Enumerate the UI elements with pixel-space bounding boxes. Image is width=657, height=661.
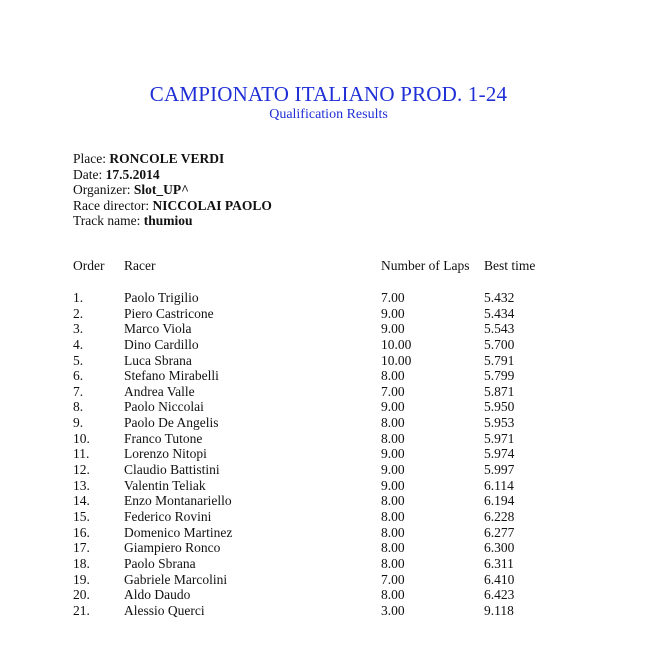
cell-order: 8. (73, 399, 84, 415)
cell-best-time: 9.118 (484, 602, 514, 618)
cell-order: 9. (73, 415, 84, 431)
cell-best-time: 6.114 (484, 477, 514, 493)
page-title: CAMPIONATO ITALIANO PROD. 1-24 (149, 82, 508, 106)
cell-best-time: 6.194 (484, 493, 515, 509)
table-row (73, 384, 593, 400)
cell-best-time: 5.700 (484, 336, 515, 352)
cell-best-time: 5.974 (484, 446, 515, 462)
info-value: NICCOLAI PAOLO (152, 197, 272, 213)
cell-racer: Paolo Trigilio (124, 290, 199, 305)
cell-racer: Gabriele Marcolini (124, 571, 228, 587)
cell-laps: 9.00 (381, 305, 405, 321)
cell-racer: Dino Cardillo (124, 336, 199, 352)
info-label: Race director: (73, 197, 150, 213)
cell-laps: 8.00 (381, 540, 405, 556)
cell-order: 20. (73, 587, 90, 603)
cell-order: 10. (73, 430, 90, 446)
info-place (73, 151, 272, 167)
table-row (73, 446, 593, 462)
info-label: Track name: (73, 213, 141, 229)
cell-racer: Andrea Valle (124, 383, 195, 399)
table-row (73, 337, 593, 353)
cell-order: 5. (73, 352, 84, 368)
cell-order: 13. (73, 477, 90, 493)
cell-best-time: 6.300 (484, 540, 515, 556)
cell-laps: 8.00 (381, 368, 405, 384)
cell-racer: Domenico Martinez (124, 524, 233, 540)
cell-racer: Stefano Mirabelli (124, 368, 219, 384)
cell-best-time: 6.423 (484, 587, 515, 603)
cell-laps: 9.00 (381, 321, 405, 337)
cell-laps: 7.00 (381, 571, 405, 587)
table-row (73, 368, 593, 384)
table-row (73, 540, 593, 556)
cell-racer: Paolo Niccolai (124, 399, 204, 415)
table-row (73, 556, 593, 572)
cell-laps: 7.00 (381, 290, 405, 305)
info-value: Slot_UP^ (133, 182, 189, 198)
cell-order: 15. (73, 508, 90, 524)
cell-order: 21. (73, 602, 90, 618)
cell-racer: Piero Castricone (124, 305, 214, 321)
cell-laps: 8.00 (381, 430, 405, 446)
cell-best-time: 5.432 (484, 290, 515, 305)
table-row (73, 306, 593, 322)
cell-best-time: 5.953 (484, 415, 515, 431)
info-label: Place: (73, 151, 106, 166)
cell-racer: Enzo Montanariello (124, 493, 232, 509)
cell-laps: 9.00 (381, 446, 405, 462)
cell-racer: Claudio Battistini (124, 462, 220, 478)
cell-racer: Lorenzo Nitopi (124, 446, 207, 462)
cell-laps: 10.00 (381, 336, 412, 352)
info-value: 17.5.2014 (105, 166, 160, 182)
cell-laps: 9.00 (381, 477, 405, 493)
cell-best-time: 5.434 (484, 305, 515, 321)
cell-best-time: 5.799 (484, 368, 515, 384)
info-track-name (73, 213, 272, 229)
column-header-best-time: Best time (484, 258, 536, 273)
cell-laps: 8.00 (381, 587, 405, 603)
cell-order: 12. (73, 462, 90, 478)
cell-racer: Valentin Teliak (124, 477, 206, 493)
cell-best-time: 6.277 (484, 524, 515, 540)
info-organizer (73, 182, 272, 198)
table-row (73, 572, 593, 588)
cell-order: 16. (73, 524, 90, 540)
cell-order: 3. (73, 321, 84, 337)
cell-laps: 8.00 (381, 493, 405, 509)
results-table (73, 258, 593, 618)
cell-racer: Paolo De Angelis (124, 415, 219, 431)
table-row (73, 587, 593, 603)
info-value: thumiou (143, 213, 193, 229)
info-label: Date: (73, 166, 103, 182)
table-row (73, 509, 593, 525)
cell-best-time: 5.871 (484, 383, 515, 399)
table-row (73, 603, 593, 619)
cell-laps: 9.00 (381, 462, 405, 478)
cell-racer: Paolo Sbrana (124, 555, 196, 571)
table-row (73, 493, 593, 509)
cell-best-time: 5.971 (484, 430, 515, 446)
table-row (73, 399, 593, 415)
cell-laps: 8.00 (381, 555, 405, 571)
cell-laps: 7.00 (381, 383, 405, 399)
table-row (73, 525, 593, 541)
cell-racer: Alessio Querci (124, 602, 205, 618)
cell-racer: Franco Tutone (124, 430, 203, 446)
cell-best-time: 5.791 (484, 352, 515, 368)
cell-best-time: 6.410 (484, 571, 515, 587)
table-header (73, 258, 593, 274)
cell-best-time: 5.950 (484, 399, 515, 415)
page-subtitle: Qualification Results (269, 107, 388, 122)
table-row (73, 321, 593, 337)
table-row (73, 415, 593, 431)
table-row (73, 478, 593, 494)
cell-order: 1. (73, 290, 84, 305)
table-row (73, 290, 593, 306)
info-label: Organizer: (73, 182, 131, 198)
race-info (73, 151, 272, 229)
info-date (73, 167, 272, 183)
column-header-racer: Racer (124, 258, 156, 273)
column-header-laps: Number of Laps (381, 258, 470, 273)
cell-laps: 8.00 (381, 415, 405, 431)
cell-laps: 10.00 (381, 352, 412, 368)
cell-laps: 8.00 (381, 524, 405, 540)
cell-racer: Luca Sbrana (124, 352, 192, 368)
table-body (73, 290, 593, 618)
column-header-order: Order (73, 258, 105, 273)
table-row (73, 462, 593, 478)
cell-best-time: 6.228 (484, 508, 515, 524)
cell-laps: 8.00 (381, 508, 405, 524)
cell-racer: Giampiero Ronco (124, 540, 221, 556)
cell-racer: Federico Rovini (124, 508, 212, 524)
cell-best-time: 6.311 (484, 555, 514, 571)
cell-order: 19. (73, 571, 90, 587)
cell-order: 14. (73, 493, 90, 509)
cell-order: 2. (73, 305, 84, 321)
info-race-director (73, 198, 272, 214)
cell-order: 18. (73, 555, 90, 571)
cell-laps: 3.00 (381, 602, 405, 618)
cell-best-time: 5.543 (484, 321, 515, 337)
cell-laps: 9.00 (381, 399, 405, 415)
cell-racer: Marco Viola (124, 321, 192, 337)
cell-order: 7. (73, 383, 84, 399)
cell-order: 4. (73, 336, 84, 352)
cell-best-time: 5.997 (484, 462, 515, 478)
cell-order: 17. (73, 540, 90, 556)
cell-order: 11. (73, 446, 90, 462)
cell-racer: Aldo Daudo (124, 587, 191, 603)
info-value: RONCOLE VERDI (109, 151, 225, 166)
table-row (73, 431, 593, 447)
cell-order: 6. (73, 368, 84, 384)
table-row (73, 353, 593, 369)
